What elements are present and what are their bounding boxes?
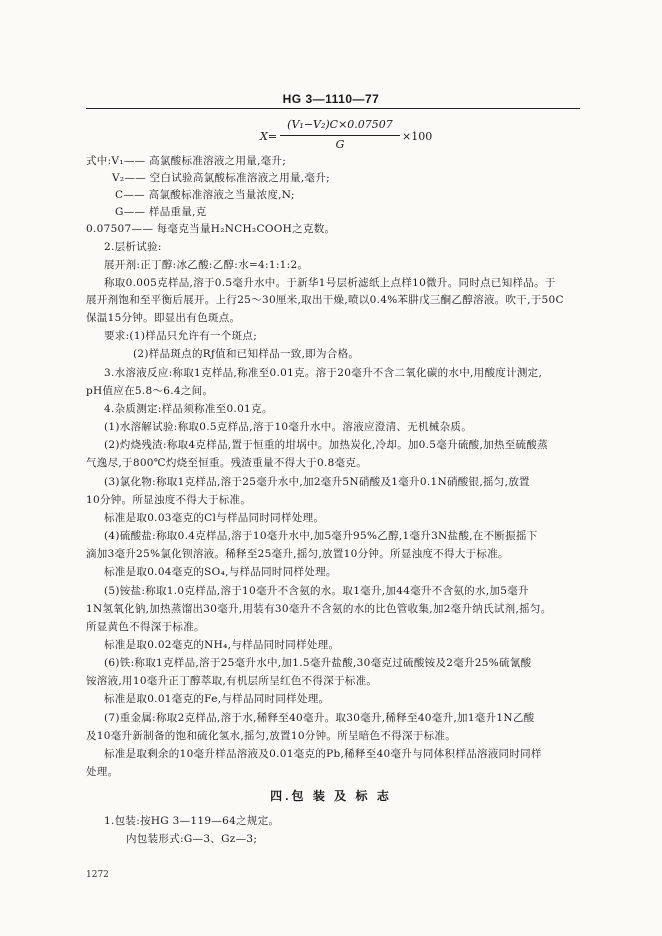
text-line: 3.水溶液反应:称取1克样品,称准至0.01克。溶于20毫升不含二氧化碳的水中,用酸度计测定, <box>104 367 543 379</box>
text-line: 所显黄色不得深于标准。 <box>86 621 205 633</box>
document-code-header: HG 3—1110—77 <box>282 92 380 106</box>
text-line: 铵溶液,用10毫升正丁醇萃取,有机层所呈红色不得深于标准。 <box>86 675 378 687</box>
text-line: (4)硫酸盐:称取0.4克样品,溶于10毫升水中,加5毫升95%乙醇,1毫升3N盐酸,在不断振摇下 <box>104 530 538 542</box>
text-line: 标准是取0.04毫克的SO₄,与样品同时同样处理。 <box>104 566 337 578</box>
formula <box>260 118 460 158</box>
formula-numerator: (V₁−V₂)C×0.07507 <box>287 118 393 131</box>
text-line: 称取0.005克样品,溶于0.5毫升水中。于新华1号层析滤纸上点样10微升。同时点已知样品。于 <box>104 277 556 289</box>
formula-tail: ×100 <box>402 130 433 143</box>
text-line: 0.07507—— 每毫克当量H₂NCH₂COOH之克数。 <box>86 223 336 235</box>
text-line: (3)氯化物:称取1克样品,溶于25毫升水中,加2毫升5N硝酸及1毫升0.1N硝酸银,摇匀,放置 <box>104 476 530 488</box>
text-line: 标准是取0.02毫克的NH₄,与样品同时同样处理。 <box>104 639 340 651</box>
text-line: 标准是取剩余的10毫升样品溶液及0.01毫克的Pb,稀释至40毫升与同体积样品溶液同时同样 <box>104 748 542 760</box>
text-line: 1N氢氧化钠,加热蒸馏出30毫升,用装有30毫升不含氨的水的比色管收集,加2毫升纳氏试剂,摇匀。 <box>86 603 552 615</box>
page-number: 1272 <box>86 870 109 880</box>
text-line: (1)水溶解试验:称取0.5克样品,溶于10毫升水中。溶液应澄清、无机械杂质。 <box>104 421 473 433</box>
text-line: 气逸尽,于800℃灼烧至恒重。残渣重量不得大于0.8毫克。 <box>86 457 368 469</box>
text-line: 1.包装:按HG 3—119—64之规定。 <box>104 815 280 827</box>
text-line: 10分钟。所显浊度不得大于标准。 <box>86 494 252 506</box>
text-line: 式中:V₁—— 高氯酸标准溶液之用量,毫升; <box>86 155 287 167</box>
text-line: (2)样品斑点的Rƒ值和已知样品一致,即为合格。 <box>133 348 360 360</box>
text-line: 滴加3毫升25%氯化钡溶液。稀释至25毫升,摇匀,放置10分钟。所显浊度不得大于标准。 <box>86 548 509 560</box>
section-title: 四.包 装 及 标 志 <box>270 789 392 803</box>
text-line: (6)铁:称取1克样品,溶于25毫升水中,加1.5毫升盐酸,30毫克过硫酸铵及2毫升25%硫氰酸 <box>104 657 532 669</box>
formula-lhs: X= <box>260 130 278 143</box>
text-line: C—— 高氯酸标准溶液之当量浓度,N; <box>115 189 295 201</box>
text-line: 处理。 <box>86 766 119 778</box>
header-rule <box>86 108 580 109</box>
text-line: (5)铵盐:称取1.0克样品,溶于10毫升不含氨的水。取1毫升,加44毫升不含氨的水,加5毫升 <box>104 585 529 597</box>
text-line: (2)灼烧残渣:称取4克样品,置于恒重的坩埚中。加热炭化,冷却。加0.5毫升硫酸,加热至硫酸蒸 <box>104 439 548 451</box>
text-line: V₂—— 空白试验高氯酸标准溶液之用量,毫升; <box>112 172 330 184</box>
text-line: 要求:(1)样品只允许有一个斑点; <box>104 330 258 342</box>
text-line: 4.杂质测定:样品须称准至0.01克。 <box>104 403 273 415</box>
text-line: 标准是取0.01毫克的Fe,与样品同时同样处理。 <box>104 693 330 705</box>
text-line: (7)重金属:称取2克样品,溶于水,稀释至40毫升。取30毫升,稀释至40毫升,加1毫升1N乙酸 <box>104 712 535 724</box>
text-line: 内包装形式:G—3、Gz—3; <box>126 833 258 845</box>
text-line: 展开剂饱和至平衡后展开。上行25～30厘米,取出干燥,喷以0.4%苯肼戊三酮乙醇溶液。吹干,于50C <box>86 294 564 306</box>
text-line: 2.层析试验: <box>104 241 162 253</box>
text-line: 展开剂:正丁醇:冰乙酸:乙醇:水=4:1:1:2。 <box>104 259 309 271</box>
formula-fraction-bar <box>280 135 400 136</box>
text-line: 及10毫升新制备的饱和硫化氢水,摇匀,放置10分钟。所呈暗色不得深于标准。 <box>86 730 456 742</box>
text-line: G—— 样品重量,克 <box>115 206 207 218</box>
text-line: pH值应在5.8～6.4之间。 <box>86 385 214 397</box>
text-line: 保温15分钟。即显出有色斑点。 <box>86 312 241 324</box>
formula-denominator: G <box>335 138 345 151</box>
text-line: 标准是取0.03毫克的Cl与样品同时同样处理。 <box>104 512 325 524</box>
